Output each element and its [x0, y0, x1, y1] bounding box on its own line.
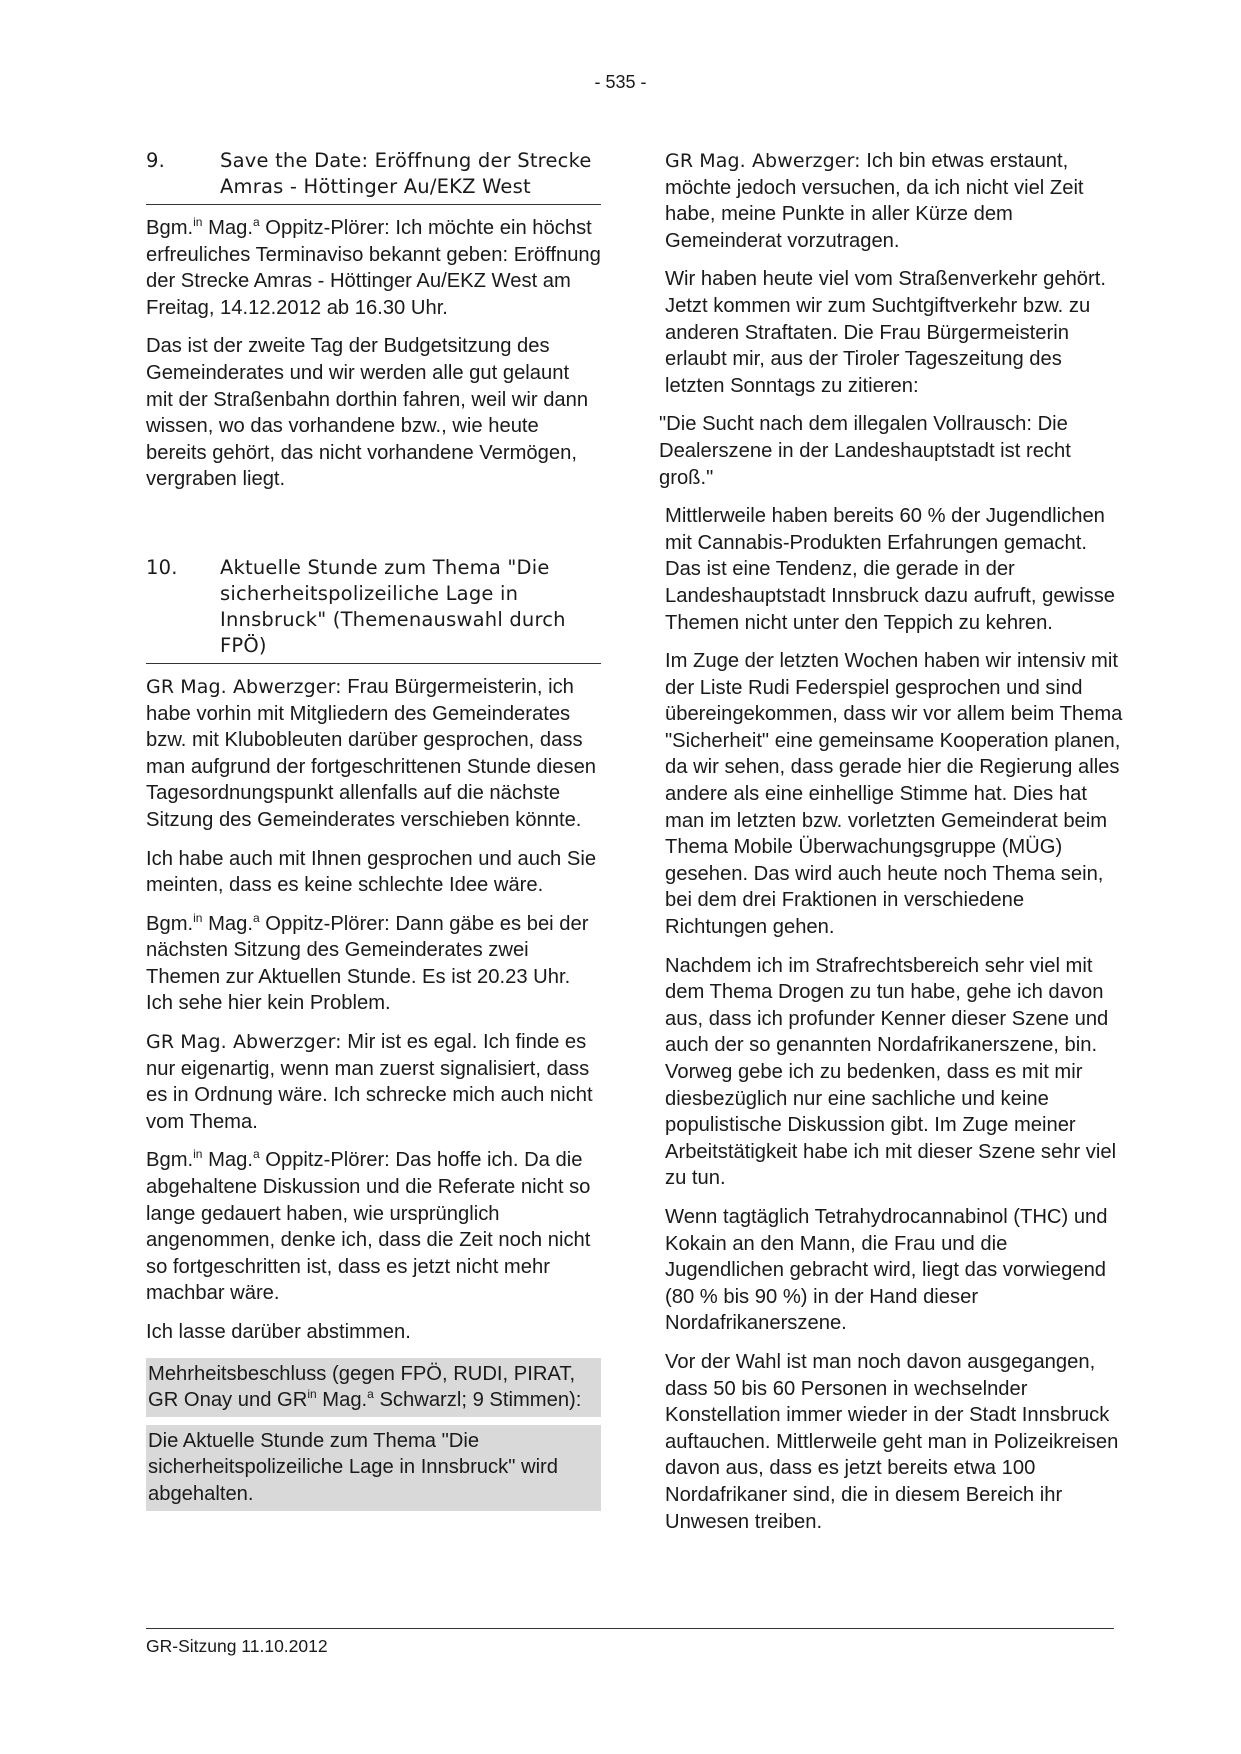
speech-paragraph: Ich habe auch mit Ihnen gesprochen und auch Sie meinten, dass es keine schlechte Idee wäre. — [146, 847, 597, 897]
speech-paragraph — [146, 1029, 601, 1135]
speech-paragraph — [146, 911, 601, 1017]
agenda-item-10-heading — [146, 555, 601, 664]
superscript: in — [193, 910, 203, 925]
agenda-item-number: 10. — [146, 555, 178, 579]
agenda-item-title: Save the Date: Eröffnung der Strecke Amras - Höttinger Au/EKZ West — [220, 149, 592, 198]
speech-paragraph: Nachdem ich im Strafrechtsbereich sehr viel mit dem Thema Drogen zu tun habe, gehe ich davon aus, dass ich profunder Kenner dieser Szene und auch der so genannten Nordafrikanerszene, bin. Vorweg gebe ich zu bedenken, dass es mit mir diesbezüglich nur eine sachliche und keine populistische Diskussion gibt. Im Zuge meiner Arbeitstätigkeit habe ich mit dieser Szene sehr viel zu tun. — [665, 954, 1117, 1190]
speech-text: Frau Bürgermeisterin, ich habe vorhin mit Mitgliedern des Gemeinderates bzw. mit Klubobleuten darüber gesprochen, dass man aufgrund der fortgeschrittenen Stunde diesen Tagesordnungspunkt allenfalls auf die nächste Sitzung des Gemeinderates verschieben könnte. — [146, 675, 597, 831]
speech-paragraph — [146, 674, 601, 834]
speech-text: Ich möchte ein höchst erfreuliches Terminaviso bekannt geben: Eröffnung der Strecke Amras - Höttinger Au/EKZ West am Freitag, 14.12.2012 ab 16.30 Uhr. — [146, 217, 601, 319]
speaker-title: Mag. — [208, 217, 253, 239]
speaker-name: Oppitz-Plörer: — [265, 912, 390, 935]
speaker-title: GR Mag. — [146, 1031, 227, 1054]
superscript: a — [252, 1147, 260, 1162]
speaker-name: Oppitz-Plörer: — [265, 1149, 390, 1172]
resolution-result: Die Aktuelle Stunde zum Thema "Die sicherheitspolizeiliche Lage in Innsbruck" wird abgehalten. — [146, 1425, 601, 1511]
speaker-title: Mag. — [208, 1149, 253, 1172]
footer-session-date: GR-Sitzung 11.10.2012 — [146, 1636, 328, 1656]
newspaper-quote: "Die Sucht nach dem illegalen Vollrausch: Die Dealerszene in der Landeshauptstadt ist recht groß." — [659, 413, 1071, 489]
speech-paragraph: Im Zuge der letzten Wochen haben wir intensiv mit der Liste Rudi Federspiel gesprochen und sind übereingekommen, dass wir vor allem beim Thema "Sicherheit" eine gemeinsame Kooperation planen, da wir sehen, dass gerade hier die Regierung alles andere als eine einhellige Stimme hat. Dies hat man im letzten bzw. vorletzten Gemeinderat beim Thema Mobile Überwachungsgruppe (MÜG) gesehen. Das wird auch heute noch Thema sein, bei dem drei Fraktionen in verschiedene Richtungen gehen. — [665, 650, 1123, 939]
speaker-label — [146, 1149, 390, 1171]
resolution-box — [146, 1358, 601, 1417]
speaker-title: Mag. — [208, 912, 253, 935]
speech-paragraph: Mittlerweile haben bereits 60 % der Jugendlichen mit Cannabis-Produkten Erfahrungen gemacht. Das ist eine Tendenz, die gerade in der Landeshauptstadt Innsbruck dazu aufruft, gewisse Themen nicht unter den Teppich zu kehren. — [665, 505, 1116, 634]
superscript: a — [252, 910, 260, 925]
speech-paragraph — [146, 215, 601, 321]
resolution-text: Mehrheitsbeschluss (gegen FPÖ, RUDI, PIRAT, GR Onay und GR — [148, 1362, 576, 1412]
page-number: - 535 - — [594, 72, 647, 92]
speaker-name: Oppitz-Plörer: — [265, 217, 390, 239]
speech-paragraph: Wenn tagtäglich Tetrahydrocannabinol (THC) und Kokain an den Mann, die Frau und die Jugendlichen gebracht wird, liegt das vorwiegend (80 % bis 90 %) in der Hand dieser Nordafrikanerszene. — [665, 1205, 1108, 1335]
agenda-item-number: 9. — [146, 149, 166, 172]
speaker-name: Abwerzger: — [232, 675, 342, 698]
agenda-item-title: Aktuelle Stunde zum Thema "Die sicherheitspolizeiliche Lage in Innsbruck" (Themenauswahl durch FPÖ) — [220, 555, 566, 657]
resolution-text: Mag. — [322, 1389, 368, 1412]
speaker-label — [146, 1031, 342, 1053]
speech-paragraph — [665, 148, 1125, 254]
speech-paragraph: Vor der Wahl ist man noch davon ausgegangen, dass 50 bis 60 Personen in wechselnder Konstellation immer wieder in der Stadt Innsbruck auftauchen. Mittlerweile geht man in Polizeikreisen davon aus, dass es jetzt bereits etwa 100 Nordafrikaner sind, die in diesem Bereich ihr Unwesen treiben. — [665, 1350, 1119, 1533]
speaker-title: GR Mag. — [146, 675, 227, 698]
speaker-label — [146, 910, 390, 935]
speech-paragraph: Das ist der zweite Tag der Budgetsitzung des Gemeinderates und wir werden alle gut gelaunt mit der Straßenbahn dorthin fahren, weil wir dann wissen, wo das vorhandene bzw., wie heute bereits gehört, das nicht vorhandene Vermögen, vergraben liegt. — [146, 335, 589, 491]
speaker-label — [146, 217, 390, 239]
left-column — [146, 148, 601, 1519]
superscript: a — [367, 1387, 374, 1402]
superscript: a — [252, 215, 260, 229]
speech-paragraph — [146, 1147, 601, 1307]
speech-text: Das hoffe ich. Da die abgehaltene Diskussion und die Referate nicht so lange gedauert haben, wie ursprünglich angenommen, denke ich, dass die Zeit noch nicht so fortgeschritten ist, dass es jetzt nicht mehr machbar wäre. — [146, 1149, 591, 1305]
speech-paragraph: Ich lasse darüber abstimmen. — [146, 1321, 411, 1343]
speaker-title: Bgm. — [146, 217, 194, 239]
speaker-name: Abwerzger: — [232, 1031, 342, 1054]
speech-paragraph: Wir haben heute viel vom Straßenverkehr gehört. Jetzt kommen wir zum Suchtgiftverkehr bzw. zu anderen Straftaten. Die Frau Bürgermeisterin erlaubt mir, aus der Tiroler Tageszeitung des letzten Sonntags zu zitieren: — [665, 268, 1106, 397]
superscript: in — [193, 215, 203, 229]
speaker-label — [146, 676, 342, 698]
right-column — [659, 148, 1125, 1547]
agenda-item-9-heading — [146, 148, 601, 205]
speech-text: Ich bin etwas erstaunt, möchte jedoch versuchen, da ich nicht viel Zeit habe, meine Punkte in aller Kürze dem Gemeinderat vorzutragen. — [665, 150, 1084, 252]
speech-text: Mir ist es egal. Ich finde es nur eigenartig, wenn man zuerst signalisiert, dass es in Ordnung wäre. Ich schrecke mich auch nicht vom Thema. — [146, 1031, 593, 1133]
speaker-title: Bgm. — [146, 1149, 194, 1172]
superscript: in — [307, 1387, 317, 1402]
speaker-label — [665, 150, 861, 172]
speaker-title: GR Mag. — [665, 150, 746, 172]
footer-divider — [146, 1628, 1114, 1629]
resolution-text: Schwarzl; 9 Stimmen): — [379, 1389, 582, 1412]
speech-text: Dann gäbe es bei der nächsten Sitzung des Gemeinderates zwei Themen zur Aktuellen Stunde. Es ist 20.23 Uhr. Ich sehe hier kein Problem. — [146, 912, 589, 1015]
speaker-name: Abwerzger: — [751, 150, 861, 172]
speaker-title: Bgm. — [146, 912, 194, 935]
superscript: in — [193, 1147, 203, 1162]
